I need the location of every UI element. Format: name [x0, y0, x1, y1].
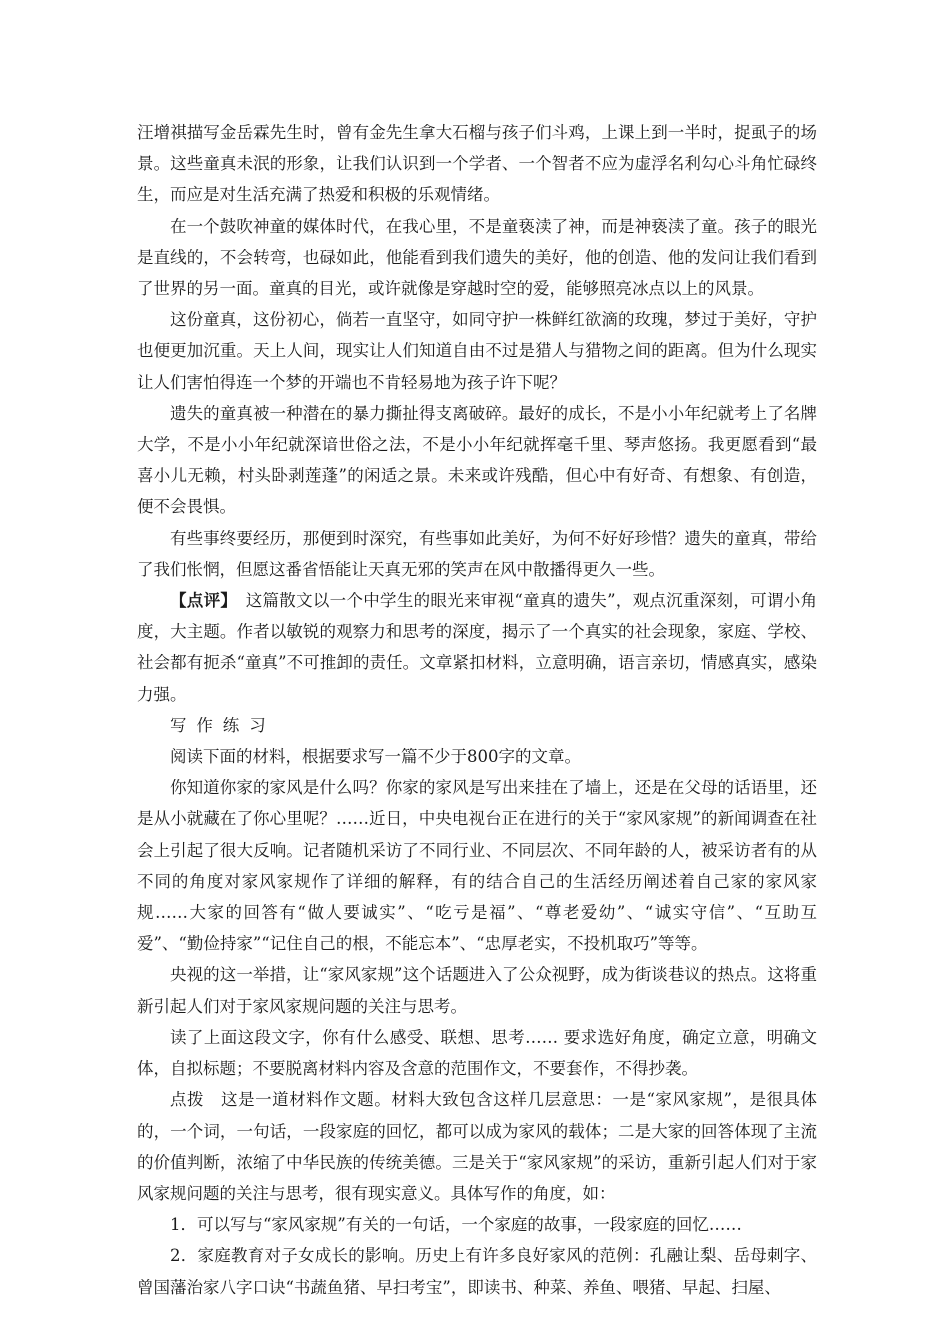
exercise-requirements: 读了上面这段文字，你有什么感受、联想、思考…… 要求选好角度，确定立意，明确文体，自拟标题；不要脱离材料内容及含意的范围作文，不要套作，不得抄袭。 — [137, 1027, 817, 1079]
review-label: 【点评】 — [170, 591, 229, 611]
guidance-item-2: 2．家庭教育对子女成长的影响。历史上有许多良好家风的范例：孔融让梨、岳母刺字、曾国藩治家八字口诀“书蔬鱼猪、早扫考宝”，即读书、种菜、养鱼、喂猪、早起、扫屋、 — [137, 1246, 817, 1297]
essay-paragraph-2: 在一个鼓吹神童的媒体时代，在我心里，不是童亵渎了神，而是神亵渎了童。孩子的眼光是直线的，不会转弯，也碌如此，他能看到我们遗失的美好，他的创造、他的发问让我们看到了世界的另一面。童真的目光，或许就像是穿越时空的爱，能够照亮冰点以上的风景。 — [137, 216, 817, 299]
exercise-material-2: 央视的这一举措，让“家风家规”这个话题进入了公众视野，成为街谈巷议的热点。这将重新引起人们对于家风家规问题的关注与思考。 — [137, 965, 817, 1016]
essay-paragraph-5: 有些事终要经历，那便到时深究，有些事如此美好，为何不好好珍惜？遗失的童真，带给了我们怅惘，但愿这番省悟能让天真无邪的笑声在风中散播得更久一些。 — [137, 528, 817, 579]
essay-paragraph-4: 遗失的童真被一种潜在的暴力撕扯得支离破碎。最好的成长，不是小小年纪就考上了名牌大学，不是小小年纪就深谙世俗之法，不是小小年纪就挥毫千里、琴声悠扬。我更愿看到“最喜小儿无赖，村头卧剥莲蓬”的闲适之景。未来或许残酷，但心中有好奇、有想象、有创造，便不会畏惧。 — [137, 403, 817, 517]
exercise-instruction: 阅读下面的材料，根据要求写一篇不少于800字的文章。 — [170, 747, 581, 767]
review-paragraph — [137, 585, 817, 710]
guidance-item-1: 1．可以写与“家风家规”有关的一句话，一个家庭的故事，一段家庭的回忆…… — [170, 1215, 742, 1235]
exercise-heading: 写作练习 — [170, 715, 276, 735]
essay-paragraph-1: 汪增祺描写金岳霖先生时，曾有金先生拿大石榴与孩子们斗鸡，上课上到一半时，捉虱子的场景。这些童真未泯的形象，让我们认识到一个学者、一个智者不应为虚浮名利勾心斗角忙碌终生，而应是对生活充满了热爱和积极的乐观情绪。 — [137, 123, 817, 205]
exercise-guidance: 点拨 这是一道材料作文题。材料大致包含这样几层意思：一是“家风家规”，是很具体的，一个词，一句话，一段家庭的回忆，都可以成为家风的载体；二是大家的回答体现了主流的价值判断，浓缩了中华民族的传统美德。三是关于“家风家规”的采访，重新引起人们对于家风家规问题的关注与思考，很有现实意义。具体写作的角度，如： — [137, 1090, 817, 1203]
review-text: 这篇散文以一个中学生的眼光来审视“童真的遗失”，观点沉重深刻，可谓小角度，大主题。作者以敏锐的观察力和思考的深度，揭示了一个真实的社会现象，家庭、学校、社会都有扼杀“童真”不可推卸的责任。文章紧扣材料，立意明确，语言亲切，情感真实，感染力强。 — [137, 591, 818, 704]
essay-paragraph-3: 这份童真，这份初心，倘若一直坚守，如同守护一株鲜红欲滴的玫瑰，梦过于美好，守护也便更加沉重。天上人间，现实让人们知道自由不过是猎人与猎物之间的距离。但为什么现实让人们害怕得连一个梦的开端也不肯轻易地为孩子许下呢？ — [137, 310, 817, 392]
exercise-material: 你知道你家的家风是什么吗？你家的家风是写出来挂在了墙上，还是在父母的话语里，还是从小就藏在了你心里呢？……近日，中央电视台正在进行的关于“家风家规”的新闻调查在社会上引起了很大反响。记者随机采访了不同行业、不同层次、不同年龄的人，被采访者有的从不同的角度对家风家规作了详细的解释，有的结合自己的生活经历阐述着自己家的家风家规……大家的回答有“做人要诚实”、“吃亏是福”、“尊老爱幼”、“诚实守信”、“互助互爱”、“勤俭持家”“记住自己的根，不能忘本”、“忠厚老实，不投机取巧”等等。 — [137, 778, 817, 954]
document-page — [137, 117, 817, 1303]
